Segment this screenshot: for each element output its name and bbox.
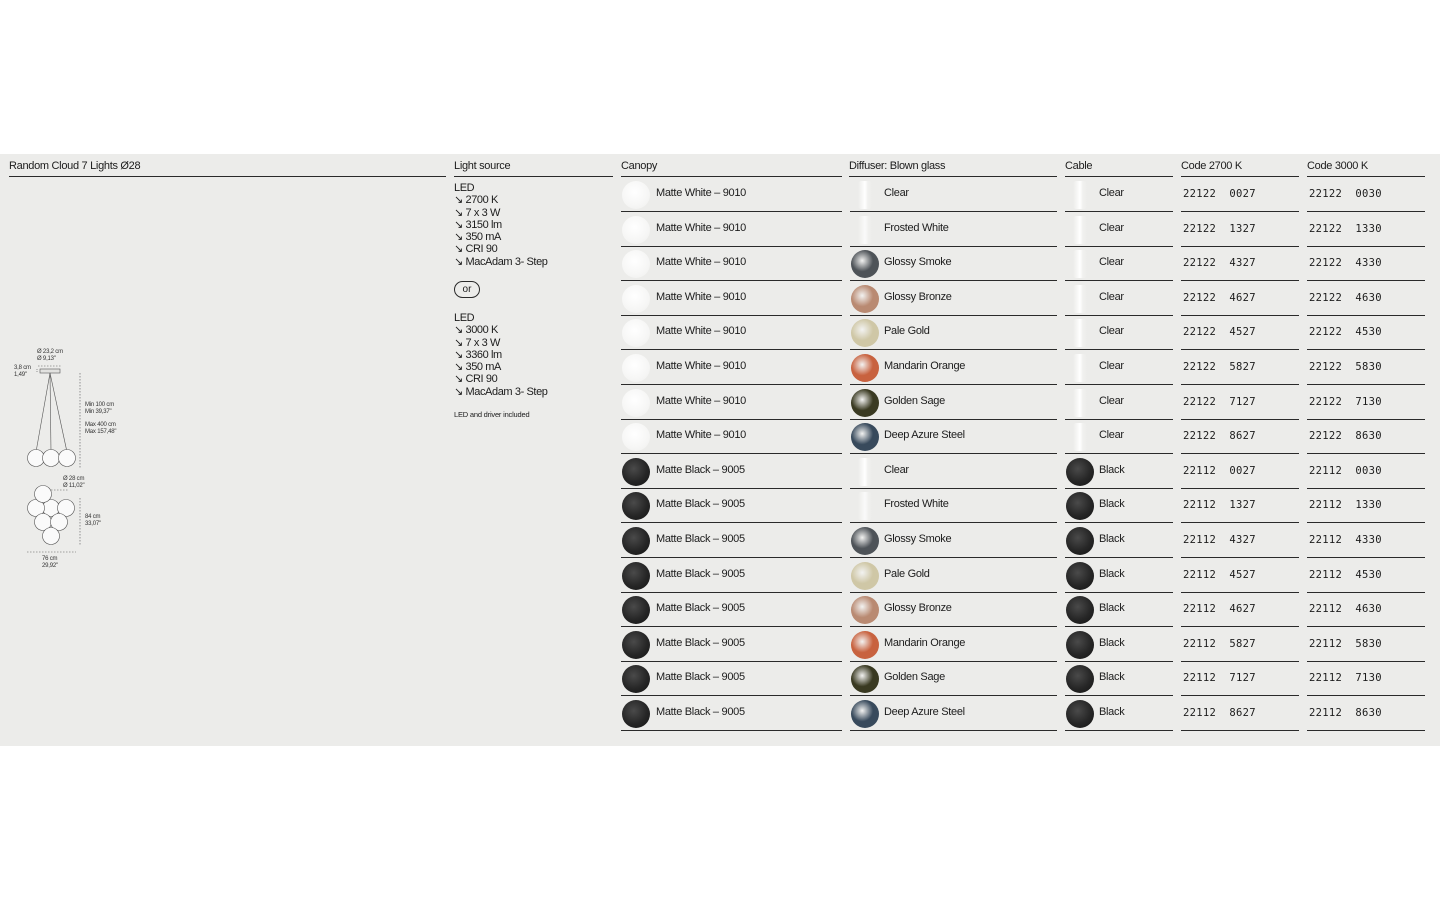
- canopy-cell-label: Matte Black – 9005: [656, 498, 745, 511]
- code-3000-cell: [1307, 316, 1425, 350]
- cable-cell: [1065, 455, 1173, 489]
- cable-cell: [1065, 628, 1173, 662]
- canopy-cell-label: Matte Black – 9005: [656, 602, 745, 615]
- color-swatch-icon: [851, 700, 879, 728]
- canopy-cell-label: Matte White – 9010: [656, 325, 746, 338]
- cable-cell: [1065, 559, 1173, 593]
- code-3000-cell-value: 22112 8630: [1309, 707, 1382, 719]
- code-3000-cell: [1307, 351, 1425, 385]
- color-swatch-icon: [622, 354, 650, 382]
- cable-cell-label: Clear: [1099, 290, 1124, 303]
- canopy-cell: [621, 662, 842, 696]
- product-title: Random Cloud 7 Lights Ø28: [9, 160, 446, 177]
- canopy-cell: [621, 420, 842, 454]
- canopy-cell-label: Matte Black – 9005: [656, 463, 745, 476]
- spec-line: LED: [454, 312, 475, 324]
- code-3000-cell: [1307, 489, 1425, 523]
- code-2700-cell-value: 22122 0027: [1183, 188, 1256, 200]
- code-3000-cell-value: 22112 1330: [1309, 499, 1382, 512]
- canopy-cell: [621, 593, 842, 627]
- code-2700-cell: [1181, 420, 1299, 454]
- canopy-cell: [621, 247, 842, 281]
- cable-cell-label: Black: [1099, 636, 1125, 649]
- code-3000-cell-value: 22112 0030: [1309, 464, 1382, 477]
- code-3000-cell-value: 22112 4330: [1309, 534, 1382, 546]
- spec-line: ↘ 7 x 3 W: [454, 336, 500, 349]
- cable-cell: [1065, 593, 1173, 627]
- code-2700-cell: [1181, 351, 1299, 385]
- diffuser-cell-label: Glossy Bronze: [884, 290, 952, 303]
- cable-cell-label: Black: [1099, 533, 1125, 545]
- spec-line: ↘ 3150 lm: [454, 218, 502, 231]
- spec-line: ↘ 3360 lm: [454, 348, 502, 361]
- code-2700-cell-value: 22112 1327: [1183, 499, 1256, 512]
- color-swatch-icon: [1073, 389, 1087, 417]
- spec-line: ↘ 350 mA: [454, 231, 501, 244]
- canopy-cell-label: Matte Black – 9005: [656, 567, 745, 580]
- diffuser-cell: [850, 559, 1057, 593]
- color-swatch-icon: [1073, 285, 1087, 313]
- code-3000-cell: [1307, 697, 1425, 731]
- cable-cell: [1065, 178, 1173, 212]
- sphere-shape: [43, 450, 60, 467]
- color-swatch-icon: [1066, 700, 1094, 728]
- canopy-cell: [621, 351, 842, 385]
- code-2700-cell-value: 22112 4327: [1183, 534, 1256, 546]
- header-cable: Cable: [1065, 160, 1173, 177]
- canopy-cell-label: Matte Black – 9005: [656, 636, 745, 649]
- code-2700-cell-value: 22122 4327: [1183, 257, 1256, 270]
- color-swatch-icon: [622, 216, 650, 244]
- spec-line: ↘ MacAdam 3- Step: [454, 255, 548, 268]
- canopy-cell: [621, 697, 842, 731]
- code-2700-cell-value: 22122 1327: [1183, 222, 1256, 235]
- code-3000-cell: [1307, 524, 1425, 558]
- diffuser-cell-label: Frosted White: [884, 221, 949, 234]
- color-swatch-icon: [858, 458, 872, 486]
- cable-cell: [1065, 697, 1173, 731]
- diffuser-cell: [850, 455, 1057, 489]
- code-2700-cell: [1181, 662, 1299, 696]
- cable-cell-label: Clear: [1099, 429, 1124, 442]
- canopy-cell: [621, 628, 842, 662]
- code-3000-cell-value: 22122 4330: [1309, 257, 1382, 270]
- diffuser-cell: [850, 178, 1057, 212]
- code-2700-cell: [1181, 386, 1299, 420]
- diffuser-cell: [850, 420, 1057, 454]
- color-swatch-icon: [622, 665, 650, 693]
- cable-cell-label: Clear: [1099, 256, 1124, 269]
- canopy-height-label: 3,8 cm 1,49": [14, 365, 31, 378]
- cable-cell-label: Black: [1099, 463, 1125, 476]
- cable-cell: [1065, 282, 1173, 316]
- canopy-cell: [621, 524, 842, 558]
- color-swatch-icon: [851, 527, 879, 555]
- canopy-cell: [621, 316, 842, 350]
- code-2700-cell-value: 22122 5827: [1183, 361, 1256, 373]
- code-3000-cell: [1307, 247, 1425, 281]
- code-3000-cell: [1307, 455, 1425, 489]
- cable-cell: [1065, 420, 1173, 454]
- header-light-source: Light source: [454, 160, 613, 177]
- color-swatch-icon: [851, 354, 879, 382]
- code-2700-cell-value: 22112 0027: [1183, 464, 1256, 477]
- color-swatch-icon: [1066, 665, 1094, 693]
- color-swatch-icon: [851, 665, 879, 693]
- cable-line: [36, 373, 50, 452]
- canopy-cell-label: Matte White – 9010: [656, 360, 746, 372]
- canopy-cell: [621, 489, 842, 523]
- code-2700-cell-value: 22122 7127: [1183, 395, 1256, 408]
- cable-cell-label: Black: [1099, 567, 1125, 580]
- color-swatch-icon: [622, 423, 650, 451]
- diffuser-cell-label: Golden Sage: [884, 671, 945, 684]
- color-swatch-icon: [1073, 216, 1087, 244]
- cluster-diameter-label: Ø 28 cm Ø 11,02": [63, 476, 85, 489]
- color-swatch-icon: [622, 458, 650, 486]
- color-swatch-icon: [622, 492, 650, 520]
- spec-line: ↘ MacAdam 3- Step: [454, 385, 548, 398]
- canopy-cell: [621, 386, 842, 420]
- spec-line: LED: [454, 182, 475, 194]
- color-swatch-icon: [851, 319, 879, 347]
- color-swatch-icon: [851, 285, 879, 313]
- code-2700-cell-value: 22112 7127: [1183, 672, 1256, 685]
- color-swatch-icon: [622, 250, 650, 278]
- spec-line: ↘ 7 x 3 W: [454, 206, 500, 219]
- header-diffuser: Diffuser: Blown glass: [849, 160, 1057, 177]
- color-swatch-icon: [622, 527, 650, 555]
- color-swatch-icon: [1066, 631, 1094, 659]
- canopy-cell-label: Matte Black – 9005: [656, 706, 745, 718]
- cluster-width-label: 76 cm 29,92": [42, 556, 58, 569]
- sphere-shape: [43, 528, 60, 545]
- canopy-cell-label: Matte Black – 9005: [656, 671, 745, 684]
- cable-cell: [1065, 351, 1173, 385]
- canopy-cell-label: Matte White – 9010: [656, 394, 746, 407]
- canopy-cell: [621, 559, 842, 593]
- code-2700-cell-value: 22112 8627: [1183, 707, 1256, 719]
- color-swatch-icon: [622, 389, 650, 417]
- cable-cell: [1065, 316, 1173, 350]
- cable-cell-label: Black: [1099, 671, 1125, 684]
- canopy-cell-label: Matte White – 9010: [656, 221, 746, 234]
- header-code-3000: Code 3000 K: [1307, 160, 1425, 177]
- color-swatch-icon: [622, 319, 650, 347]
- header-canopy: Canopy: [621, 160, 842, 177]
- canopy-diameter-label: Ø 23,2 cm Ø 9,13": [37, 349, 63, 362]
- spec-line: ↘ 350 mA: [454, 361, 501, 374]
- cable-cell: [1065, 386, 1173, 420]
- color-swatch-icon: [851, 250, 879, 278]
- canopy-cell-label: Matte White – 9010: [656, 429, 746, 442]
- diffuser-cell: [850, 386, 1057, 420]
- color-swatch-icon: [1066, 527, 1094, 555]
- cable-cell-label: Clear: [1099, 187, 1124, 199]
- color-swatch-icon: [622, 562, 650, 590]
- diffuser-cell: [850, 282, 1057, 316]
- code-3000-cell-value: 22112 5830: [1309, 637, 1382, 650]
- diffuser-cell: [850, 489, 1057, 523]
- light-source-spec-3000: [454, 312, 548, 398]
- cable-cell-label: Clear: [1099, 360, 1124, 372]
- cable-cell: [1065, 489, 1173, 523]
- color-swatch-icon: [1073, 319, 1087, 347]
- code-3000-cell: [1307, 386, 1425, 420]
- cable-cell-label: Clear: [1099, 394, 1124, 407]
- spec-line: ↘ 3000 K: [454, 324, 498, 337]
- color-swatch-icon: [1073, 250, 1087, 278]
- sphere-shape: [35, 486, 52, 503]
- diffuser-cell-label: Mandarin Orange: [884, 360, 966, 372]
- color-swatch-icon: [1066, 562, 1094, 590]
- color-swatch-icon: [622, 181, 650, 209]
- code-2700-cell: [1181, 559, 1299, 593]
- color-swatch-icon: [1073, 354, 1087, 382]
- diffuser-cell-label: Pale Gold: [884, 325, 930, 338]
- cable-line: [50, 373, 67, 452]
- diffuser-cell: [850, 316, 1057, 350]
- color-swatch-icon: [1073, 423, 1087, 451]
- code-3000-cell: [1307, 213, 1425, 247]
- color-swatch-icon: [1073, 181, 1087, 209]
- code-2700-cell-value: 22122 4527: [1183, 326, 1256, 339]
- diffuser-cell-label: Glossy Smoke: [884, 256, 952, 269]
- color-swatch-icon: [622, 596, 650, 624]
- diffuser-cell-label: Pale Gold: [884, 567, 930, 580]
- diffuser-cell-label: Frosted White: [884, 498, 949, 511]
- cable-line: [50, 373, 51, 452]
- code-2700-cell: [1181, 697, 1299, 731]
- cable-cell-label: Black: [1099, 498, 1125, 511]
- cable-cell-label: Black: [1099, 602, 1125, 615]
- code-2700-cell: [1181, 316, 1299, 350]
- code-3000-cell-value: 22112 4630: [1309, 603, 1382, 616]
- code-3000-cell-value: 22122 0030: [1309, 188, 1382, 200]
- diffuser-cell: [850, 351, 1057, 385]
- code-2700-cell: [1181, 178, 1299, 212]
- diffuser-cell-label: Clear: [884, 463, 909, 476]
- color-swatch-icon: [1066, 458, 1094, 486]
- cable-cell: [1065, 213, 1173, 247]
- code-3000-cell-value: 22112 4530: [1309, 568, 1382, 581]
- sphere-shape: [59, 450, 76, 467]
- color-swatch-icon: [622, 700, 650, 728]
- diffuser-cell-label: Mandarin Orange: [884, 636, 966, 649]
- canopy-cell: [621, 455, 842, 489]
- cluster-height-label: 84 cm 33,07": [85, 514, 101, 527]
- color-swatch-icon: [858, 181, 872, 209]
- code-2700-cell-value: 22122 8627: [1183, 430, 1256, 443]
- code-2700-cell: [1181, 628, 1299, 662]
- code-3000-cell-value: 22122 7130: [1309, 395, 1382, 408]
- canopy-cell-label: Matte White – 9010: [656, 187, 746, 199]
- cable-cell-label: Clear: [1099, 221, 1124, 234]
- code-2700-cell: [1181, 282, 1299, 316]
- code-3000-cell: [1307, 593, 1425, 627]
- cable-cell: [1065, 247, 1173, 281]
- code-2700-cell: [1181, 247, 1299, 281]
- color-swatch-icon: [1066, 492, 1094, 520]
- color-swatch-icon: [622, 285, 650, 313]
- code-2700-cell: [1181, 524, 1299, 558]
- code-2700-cell-value: 22122 4627: [1183, 291, 1256, 304]
- code-3000-cell: [1307, 559, 1425, 593]
- code-3000-cell-value: 22122 1330: [1309, 222, 1382, 235]
- length-label: Min 100 cm Min 39,37" Max 400 cm Max 157,48": [85, 402, 117, 435]
- diffuser-cell-label: Deep Azure Steel: [884, 706, 965, 718]
- diffuser-cell-label: Deep Azure Steel: [884, 429, 965, 442]
- light-source-spec-2700: [454, 182, 548, 268]
- canopy-cell-label: Matte White – 9010: [656, 256, 746, 269]
- color-swatch-icon: [858, 216, 872, 244]
- cable-cell: [1065, 524, 1173, 558]
- or-badge: or: [454, 281, 480, 298]
- code-2700-cell: [1181, 593, 1299, 627]
- canopy-shape: [40, 369, 60, 373]
- code-3000-cell: [1307, 420, 1425, 454]
- code-2700-cell-value: 22112 4527: [1183, 568, 1256, 581]
- color-swatch-icon: [851, 423, 879, 451]
- cable-cell: [1065, 662, 1173, 696]
- cable-cell-label: Black: [1099, 706, 1125, 718]
- code-3000-cell: [1307, 282, 1425, 316]
- diffuser-cell: [850, 524, 1057, 558]
- code-3000-cell-value: 22122 8630: [1309, 430, 1382, 443]
- diffuser-cell-label: Glossy Bronze: [884, 602, 952, 615]
- color-swatch-icon: [851, 389, 879, 417]
- diffuser-cell: [850, 662, 1057, 696]
- diffuser-cell-label: Golden Sage: [884, 394, 945, 407]
- canopy-cell: [621, 282, 842, 316]
- code-3000-cell-value: 22122 4530: [1309, 326, 1382, 339]
- canopy-cell: [621, 213, 842, 247]
- diffuser-cell: [850, 697, 1057, 731]
- color-swatch-icon: [851, 631, 879, 659]
- code-3000-cell-value: 22122 4630: [1309, 291, 1382, 304]
- diffuser-cell: [850, 213, 1057, 247]
- sphere-shape: [28, 450, 45, 467]
- color-swatch-icon: [851, 596, 879, 624]
- diffuser-cell: [850, 628, 1057, 662]
- code-2700-cell: [1181, 489, 1299, 523]
- code-2700-cell: [1181, 455, 1299, 489]
- code-3000-cell: [1307, 178, 1425, 212]
- diffuser-cell-label: Clear: [884, 187, 909, 199]
- code-2700-cell: [1181, 213, 1299, 247]
- header-code-2700: Code 2700 K: [1181, 160, 1299, 177]
- cable-cell-label: Clear: [1099, 325, 1124, 338]
- canopy-cell-label: Matte Black – 9005: [656, 533, 745, 545]
- code-2700-cell-value: 22112 4627: [1183, 603, 1256, 616]
- canopy-cell-label: Matte White – 9010: [656, 290, 746, 303]
- diffuser-cell: [850, 247, 1057, 281]
- spec-line: ↘ CRI 90: [454, 243, 498, 256]
- color-swatch-icon: [622, 631, 650, 659]
- diffuser-cell: [850, 593, 1057, 627]
- code-3000-cell-value: 22122 5830: [1309, 361, 1382, 373]
- canopy-cell: [621, 178, 842, 212]
- code-2700-cell-value: 22112 5827: [1183, 637, 1256, 650]
- color-swatch-icon: [858, 492, 872, 520]
- spec-line: ↘ CRI 90: [454, 373, 498, 386]
- color-swatch-icon: [851, 562, 879, 590]
- code-3000-cell: [1307, 662, 1425, 696]
- code-3000-cell-value: 22112 7130: [1309, 672, 1382, 685]
- driver-note: LED and driver included: [454, 410, 530, 419]
- spec-line: ↘ 2700 K: [454, 194, 498, 207]
- code-3000-cell: [1307, 628, 1425, 662]
- diffuser-cell-label: Glossy Smoke: [884, 533, 952, 545]
- color-swatch-icon: [1066, 596, 1094, 624]
